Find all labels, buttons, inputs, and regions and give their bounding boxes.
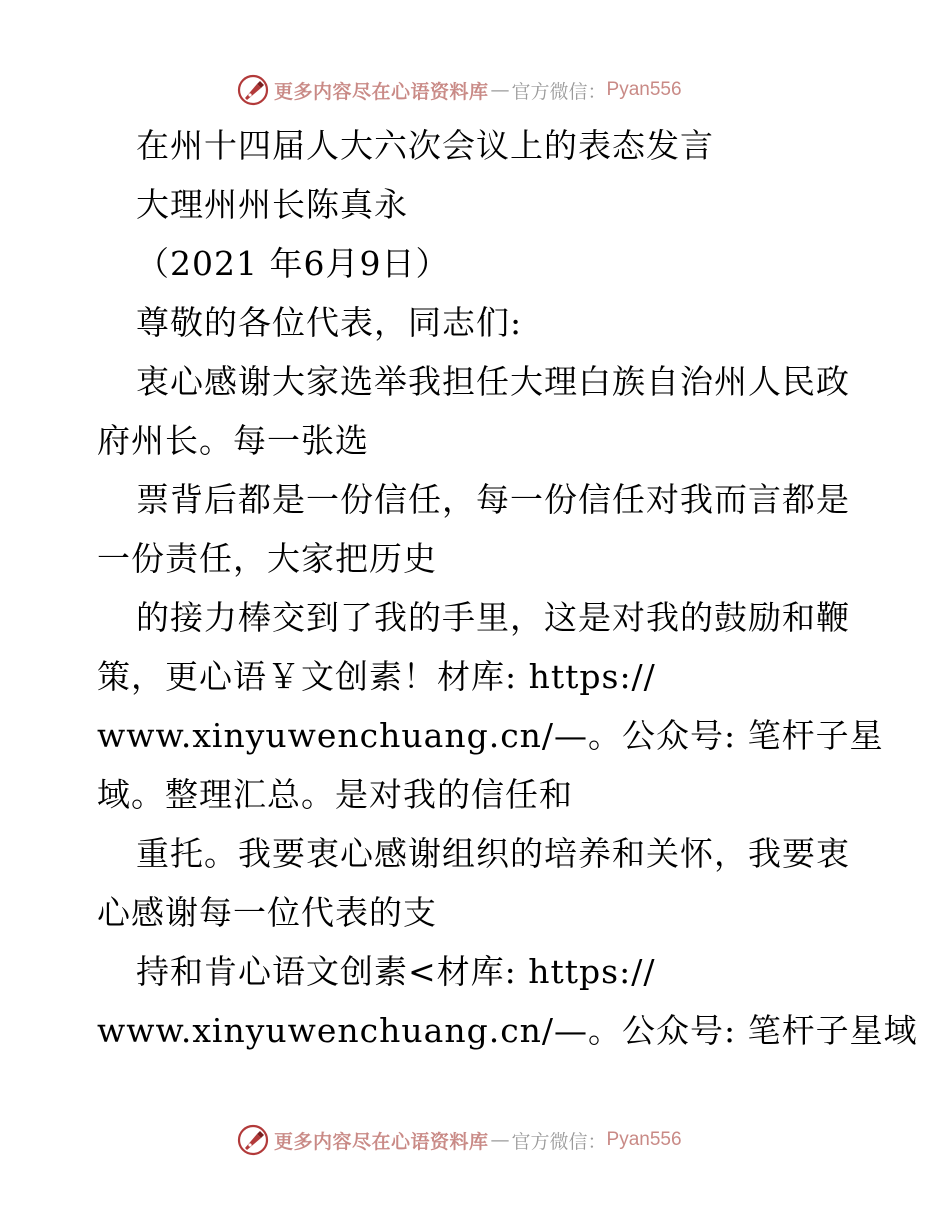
pen-nib-logo-icon: [236, 1123, 270, 1157]
header-watermark: [236, 72, 682, 108]
body-line: 一份责任，大家把历史: [97, 539, 437, 578]
watermark-brand-text: 更多内容尽在心语资料库: [274, 80, 489, 103]
body-line: 府州长。每一张选: [97, 421, 369, 460]
salutation-line: 尊敬的各位代表，同志们:: [136, 303, 523, 342]
watermark-contact-id: Pyan556: [606, 1129, 682, 1150]
watermark-separator: —: [490, 79, 510, 101]
watermark-brand-text: 更多内容尽在心语资料库: [274, 1130, 489, 1153]
speaker-line: 大理州州长陈真永: [136, 185, 408, 224]
date-line: （2021 年6月9日）: [136, 244, 450, 283]
body-line-url: www.xinyuwenchuang.cn/—。公众号: 笔杆子星: [97, 716, 884, 755]
body-line: 持和肯心语文创素<材库: https://: [136, 952, 656, 991]
body-line: 重托。我要衷心感谢组织的培养和关怀，我要衷: [136, 834, 850, 873]
watermark-contact-label: 官方微信：: [511, 1130, 607, 1153]
watermark-contact-id: Pyan556: [606, 79, 682, 100]
body-line: 票背后都是一份信任，每一份信任对我而言都是: [136, 480, 850, 519]
body-line: 策，更心语￥文创素！材库: https://: [97, 657, 656, 696]
watermark-separator: —: [490, 1129, 510, 1151]
body-line: 衷心感谢大家选举我担任大理白族自治州人民政: [136, 362, 850, 401]
body-line: 的接力棒交到了我的手里，这是对我的鼓励和鞭: [136, 598, 850, 637]
footer-watermark: [236, 1122, 682, 1158]
body-line: 心感谢每一位代表的支: [97, 893, 437, 932]
watermark-contact-label: 官方微信：: [511, 80, 607, 103]
speech-title: 在州十四届人大六次会议上的表态发言: [136, 126, 714, 165]
body-line-url: www.xinyuwenchuang.cn/—。公众号: 笔杆子星域: [97, 1011, 918, 1050]
pen-nib-logo-icon: [236, 73, 270, 107]
body-line: 域。整理汇总。是对我的信任和: [97, 775, 573, 814]
